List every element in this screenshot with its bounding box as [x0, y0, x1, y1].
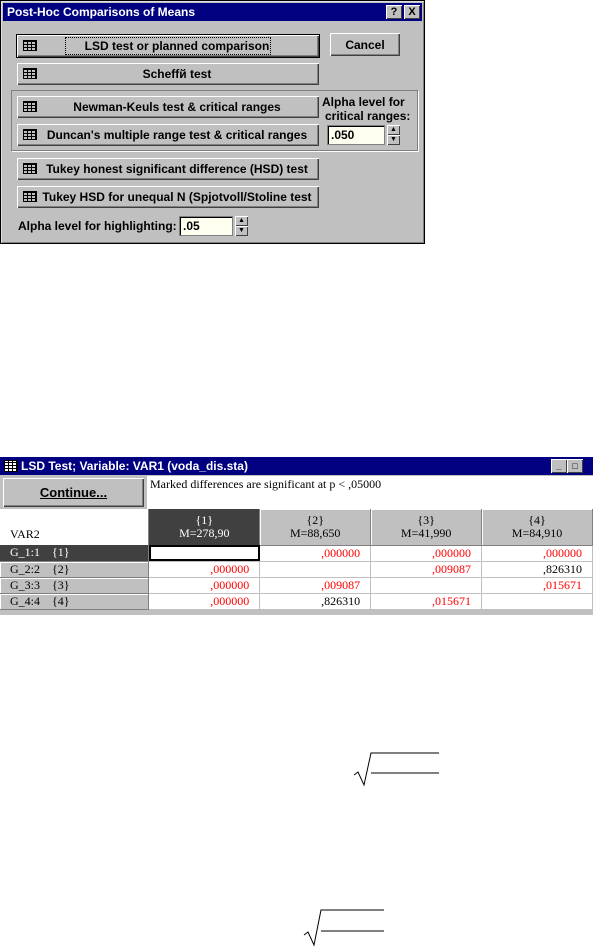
alpha-highlight-spinner: [179, 216, 248, 236]
column-header[interactable]: {1} M=278,90: [149, 509, 260, 545]
table-cell[interactable]: ,000000: [149, 561, 260, 577]
table-icon: [23, 101, 37, 112]
spreadsheet-icon: [4, 460, 18, 472]
lsd-test-button[interactable]: LSD test or planned comparison: [17, 35, 319, 57]
scheffe-test-button[interactable]: Scheffй test: [17, 63, 319, 85]
table-cell[interactable]: ,000000: [371, 545, 482, 561]
corner-header: VAR2: [0, 509, 149, 545]
newman-keuls-button[interactable]: Newman-Keuls test & critical ranges: [17, 96, 319, 118]
spin-up-icon[interactable]: ▲: [387, 125, 400, 135]
table-icon: [23, 40, 37, 51]
table-icon: [23, 163, 37, 174]
table-cell[interactable]: ,000000: [260, 545, 371, 561]
alpha-highlight-input[interactable]: .05: [179, 216, 233, 236]
table-cell[interactable]: ,000000: [482, 545, 593, 561]
results-table: [0, 509, 593, 610]
dialog-titlebar: [3, 3, 422, 21]
table-cell[interactable]: ,000000: [149, 577, 260, 593]
cancel-button[interactable]: Cancel: [330, 33, 400, 56]
help-button[interactable]: ?: [386, 5, 402, 19]
table-cell[interactable]: [482, 593, 593, 609]
column-header[interactable]: {4} M=84,910: [482, 509, 593, 545]
alpha-critical-spinner: [327, 125, 400, 145]
square-root-icon: [302, 905, 387, 947]
alpha-critical-label: Alpha level for: [322, 95, 405, 109]
lsd-results-window: [0, 457, 593, 615]
table-row: [0, 561, 593, 577]
table-row: [0, 545, 593, 561]
table-row: [0, 593, 593, 609]
table-cell[interactable]: ,015671: [371, 593, 482, 609]
table-icon: [23, 191, 37, 202]
table-cell[interactable]: ,009087: [260, 577, 371, 593]
minimize-icon[interactable]: _: [551, 459, 567, 473]
table-cell[interactable]: ,826310: [482, 561, 593, 577]
table-cell[interactable]: [371, 577, 482, 593]
row-header[interactable]: G_1:1 {1}: [0, 545, 149, 561]
maximize-icon[interactable]: □: [567, 459, 583, 473]
table-icon: [23, 129, 37, 140]
row-header[interactable]: G_2:2 {2}: [0, 561, 149, 577]
column-header[interactable]: {2} M=88,650: [260, 509, 371, 545]
table-icon: [23, 68, 37, 79]
alpha-critical-label-2: critical ranges:: [325, 109, 411, 123]
table-cell[interactable]: ,009087: [371, 561, 482, 577]
results-titlebar: [0, 457, 593, 475]
significance-notice: Marked differences are significant at p < ,05000: [147, 476, 593, 509]
tukey-hsd-button[interactable]: Tukey honest significant difference (HSD) test: [17, 158, 319, 180]
table-cell[interactable]: ,015671: [482, 577, 593, 593]
close-button[interactable]: X: [404, 5, 420, 19]
results-title: LSD Test; Variable: VAR1 (voda_dis.sta): [21, 459, 248, 473]
continue-button[interactable]: Continue...: [3, 478, 144, 507]
spin-up-icon[interactable]: ▲: [235, 216, 248, 226]
row-header[interactable]: G_4:4 {4}: [0, 593, 149, 609]
spin-down-icon[interactable]: ▼: [387, 135, 400, 145]
post-hoc-dialog: [0, 0, 425, 244]
duncan-test-button[interactable]: Duncan's multiple range test & critical ranges: [17, 124, 319, 146]
spin-down-icon[interactable]: ▼: [235, 226, 248, 236]
column-header[interactable]: {3} M=41,990: [371, 509, 482, 545]
row-header[interactable]: G_3:3 {3}: [0, 577, 149, 593]
table-cell[interactable]: ,826310: [260, 593, 371, 609]
alpha-highlight-label: Alpha level for highlighting:: [18, 219, 177, 233]
table-cell[interactable]: [149, 545, 260, 561]
dialog-title: Post-Hoc Comparisons of Means: [7, 5, 196, 19]
tukey-unequal-n-button[interactable]: Tukey HSD for unequal N (Spjotvoll/Stoline test: [17, 186, 319, 208]
table-cell[interactable]: ,000000: [149, 593, 260, 609]
table-row: [0, 577, 593, 593]
table-cell[interactable]: [260, 561, 371, 577]
alpha-critical-input[interactable]: .050: [327, 125, 385, 145]
square-root-icon: [352, 745, 442, 790]
